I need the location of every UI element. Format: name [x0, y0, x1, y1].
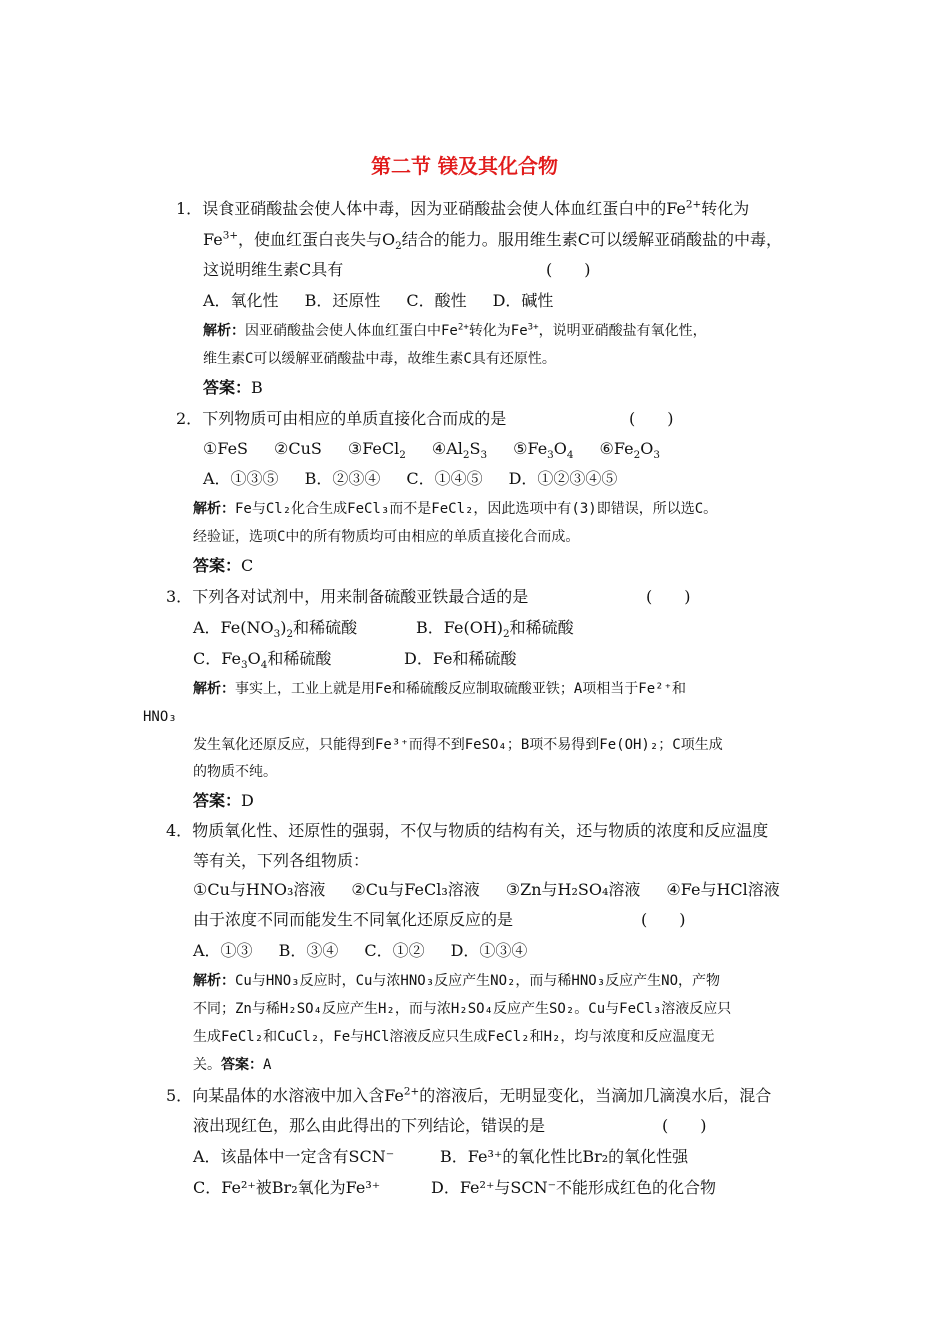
q1-option-c: C．酸性: [406, 291, 467, 310]
q2-explanation-2: 经验证，选项C中的所有物质均可由相应的单质直接化合而成。: [193, 529, 580, 545]
q2-item-3: ③FeCl$_2$: [347, 439, 406, 462]
q2-item-5: $⑤Fe_3O_4$: [513, 439, 574, 462]
q2-item-1: ①FeS: [203, 439, 248, 458]
q2-answer-paren: ( ): [629, 409, 674, 428]
q3-explanation-2: 发生氧化还原反应，只能得到Fe³⁺而得不到FeSO₄；B项不易得到Fe(OH)₂；C项生成: [193, 737, 723, 753]
q4-explanation-4: 关。答案：A: [193, 1057, 272, 1073]
q1-number: 1．: [176, 199, 203, 218]
q2-answer: 答案：C: [193, 556, 254, 575]
q2-item-2: ②CuS: [274, 439, 322, 458]
q3-option-c: C．$Fe_3O_4$和稀硫酸: [193, 649, 332, 672]
q2-item-6: $⑥Fe_2O_3$: [599, 439, 660, 462]
q2-option-c: C．①④⑤: [406, 469, 483, 488]
q4-options: [193, 941, 527, 961]
q1-line-1: 1．误食亚硝酸盐会使人体中毒，因为亚硝酸盐会使人体血红蛋白中的$Fe^{2+}$转化为: [176, 198, 750, 218]
q4-explanation-2: 不同；Zn与稀H₂SO₄反应产生H₂，而与浓H₂SO₄反应产生SO₂。Cu与FeCl₃溶液反应只: [193, 1001, 732, 1017]
q5-option-c: C．Fe²⁺被Br₂氧化为Fe³⁺: [193, 1178, 381, 1197]
q5-option-a: A．该晶体中一定含有SCN⁻: [193, 1147, 395, 1166]
q3-stem: 3．下列各对试剂中，用来制备硫酸亚铁最合适的是: [166, 587, 529, 606]
q2-option-b: B．②③④: [304, 469, 381, 488]
q5-option-b: B．Fe³⁺的氧化性比Br₂的氧化性强: [440, 1147, 689, 1166]
q2-items: [203, 439, 660, 462]
q2-options: [203, 469, 617, 489]
q2-item-4: $④Al_2S_3$: [431, 439, 488, 462]
q1-line-3: 这说明维生素C具有: [203, 260, 344, 279]
q1-answer: 答案：B: [203, 378, 263, 397]
q1-line-2: $Fe^{3+}$，使血红蛋白丧失与$O_2$结合的能力。服用维生素C可以缓解亚硝酸盐的中毒，: [203, 229, 783, 253]
q3-explanation-3: 的物质不纯。: [193, 764, 277, 780]
q4-option-b: B．③④: [278, 941, 339, 960]
q4-line-4: 由于浓度不同而能发生不同氧化还原反应的是: [193, 910, 514, 929]
q4-item-2: ②Cu与FeCl₃溶液: [351, 880, 480, 899]
q1-answer-paren: ( ): [546, 260, 591, 279]
q3-option-d: D．Fe和稀硫酸: [404, 649, 517, 668]
q4-explanation-1: 解析：Cu与HNO₃反应时，Cu与浓HNO₃反应产生NO₂，而与稀HNO₃反应产生NO，产物: [193, 973, 721, 989]
q4-item-4: ④Fe与HCl溶液: [666, 880, 780, 899]
q5-option-d: D．Fe²⁺与SCN⁻不能形成红色的化合物: [431, 1178, 717, 1197]
q2-stem: 2．下列物质可由相应的单质直接化合而成的是: [176, 409, 507, 428]
q4-option-c: C．①②: [364, 941, 425, 960]
q3-number: 3．: [166, 587, 193, 606]
q4-explanation-3: 生成FeCl₂和CuCl₂，Fe与HCl溶液反应只生成FeCl₂和H₂，均与浓度和反应温度无: [193, 1029, 715, 1045]
q4-answer: A: [263, 1057, 272, 1073]
q1-options: [203, 291, 579, 311]
q4-answer-paren: ( ): [641, 910, 686, 929]
q5-number: 5．: [166, 1086, 193, 1105]
q1-option-a: A．氧化性: [203, 291, 279, 310]
page-title: 第二节 镁及其化合物: [371, 154, 558, 178]
q4-items: [193, 880, 780, 900]
q4-number: 4．: [166, 821, 193, 840]
q2-number: 2．: [176, 409, 203, 428]
q3-answer-paren: ( ): [646, 587, 691, 606]
q4-line-1: 4．物质氧化性、还原性的强弱，不仅与物质的结构有关，还与物质的浓度和反应温度: [166, 821, 769, 840]
q4-item-3: ③Zn与H₂SO₄溶液: [505, 880, 641, 899]
q1-explanation-1: 解析：因亚硝酸盐会使人体血红蛋白中$Fe^{2+}$转化为$Fe^{3+}$，说明亚硝酸盐有氧化性，: [203, 322, 707, 339]
q3-option-a: A．$Fe(NO_3)_2$和稀硫酸: [193, 618, 358, 641]
q4-option-d: D．①③④: [450, 941, 528, 960]
q4-item-1: ①Cu与HNO₃溶液: [193, 880, 326, 899]
q2-option-a: A．①③⑤: [203, 469, 279, 488]
q3-option-b: B．$Fe(OH)_2$和稀硫酸: [416, 618, 574, 641]
q4-line-2: 等有关，下列各组物质：: [193, 851, 370, 870]
q1-explanation-2: 维生素C可以缓解亚硝酸盐中毒，故维生素C具有还原性。: [203, 351, 556, 367]
q3-explanation-1b: HNO₃: [143, 709, 177, 725]
q2-option-d: D．①②③④⑤: [508, 469, 618, 488]
q5-line-1: 5．向某晶体的水溶液中加入含$Fe^{2+}$的溶液后，无明显变化，当滴加几滴溴水后，混合: [166, 1085, 772, 1105]
q3-explanation-1: 解析：事实上，工业上就是用Fe和稀硫酸反应制取硫酸亚铁；A项相当于Fe²⁺和: [193, 681, 686, 697]
q5-answer-paren: ( ): [662, 1116, 707, 1135]
q1-option-d: D．碱性: [492, 291, 554, 310]
q4-answer-label: 答案：: [221, 1057, 263, 1073]
q1-option-b: B．还原性: [304, 291, 381, 310]
q3-answer: 答案：D: [193, 791, 254, 810]
q4-option-a: A．①③: [193, 941, 253, 960]
q5-line-2: 液出现红色，那么由此得出的下列结论，错误的是: [193, 1116, 546, 1135]
q2-explanation-1: 解析：Fe与Cl₂化合生成FeCl₃而不是FeCl₂，因此选项中有(3)即错误，所以选C。: [193, 501, 718, 517]
